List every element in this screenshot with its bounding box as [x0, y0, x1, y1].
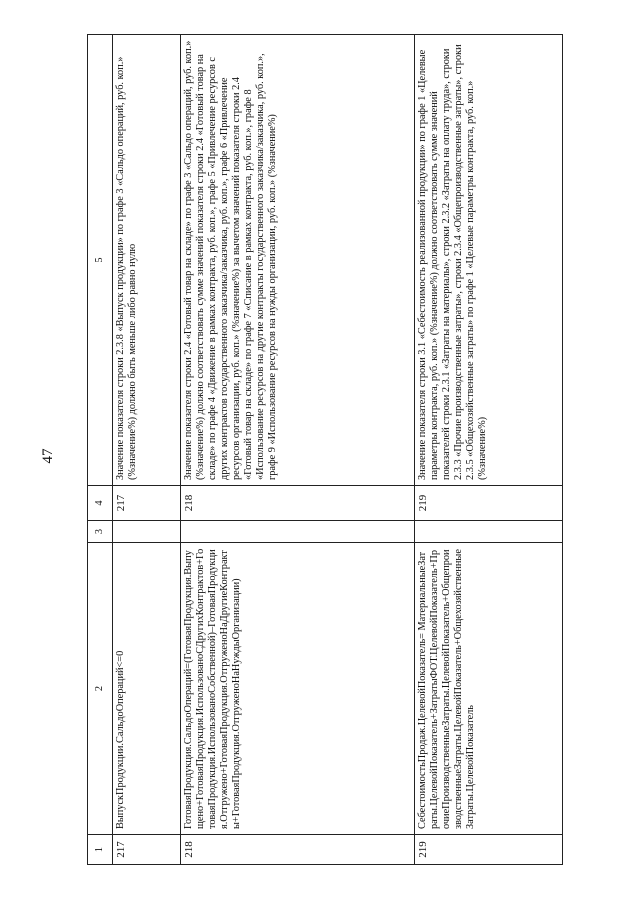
- code-cell: 217: [113, 486, 181, 521]
- description-cell: Значение показателя строки 3.1 «Себестоимость реализованной продукции» по графе 1 «Целевые параметры контракта, руб. коп.» (%значение%) должно соответствовать сумме значений показателей строки 2.3.1 «Затраты на материалы», строки 2.3.2 «Затраты на оплату труда», строки 2.3.3 «Прочие производственные затраты», строки 2.3.4 «Общепроизводственные затраты», строки 2.3.5 «Общехозяйственные затраты» по графе 1 «Целевые параметры контракта, руб. коп.» (%значение%): [415, 35, 563, 486]
- code-cell: 219: [415, 486, 563, 521]
- column-header: 3: [88, 521, 113, 543]
- column-header: 1: [88, 835, 113, 865]
- page-number: 47: [40, 448, 56, 464]
- empty-cell: [113, 521, 181, 543]
- validation-rules-table: [87, 34, 563, 865]
- description-cell: Значение показателя строки 2.3.8 «Выпуск продукции» по графе 3 «Сальдо операций, руб. коп.» (%значение%) должно быть меньше либо равно нулю: [113, 35, 181, 486]
- row-number-cell: 218: [181, 835, 415, 865]
- rotated-page-content: [87, 35, 616, 865]
- table-row: [113, 35, 181, 865]
- empty-cell: [181, 521, 415, 543]
- column-header: 5: [88, 35, 113, 486]
- formula-cell: СебестоимостьПродаж.ЦелевойПоказатель= МатериальныеЗатраты.ЦелевойПоказатель+ЗатратыФОТ.ЦелевойПоказатель+ПрочиеПроизводственныеЗатраты.ЦелевойПоказатель+ОбщепроизводственныеЗатраты.ЦелевойПоказатель+ОбщехозяйственныеЗатраты.ЦелевойПоказатель: [415, 543, 563, 835]
- code-cell: 218: [181, 486, 415, 521]
- column-header: 2: [88, 543, 113, 835]
- description-cell: Значение показателя строки 2.4 «Готовый товар на складе» по графе 3 «Сальдо операций, руб. коп.» (%значение%) должно соответствовать сумме значений показателя строки 2.4 «Готовый товар на складе» по графе 4 «Движение в рамках контракта, руб. коп.», графе 5 «Привлечение ресурсов с других контрактов государственного заказчика/заказчика, руб. коп.», графе 6 «Привлечение ресурсов организации, руб. коп.» (%значение%) за вычетом значений показателя строки 2.4 «Готовый товар на складе» по графе 7 «Списание в рамках контракта, руб. коп.», графе 8 «Использование ресурсов на другие контракты государственного заказчика/заказчика, руб. коп.», графе 9 «Использование ресурсов на нужды организации, руб. коп.» (%значение%): [181, 35, 415, 486]
- row-number-cell: 217: [113, 835, 181, 865]
- table-row: [181, 35, 415, 865]
- column-header: 4: [88, 486, 113, 521]
- table-row: [415, 35, 563, 865]
- empty-cell: [415, 521, 563, 543]
- row-number-cell: 219: [415, 835, 563, 865]
- table-header-row: [88, 35, 113, 865]
- formula-cell: ГотоваяПродукция.СальдоОпераций=(ГотоваяПродукция.Выпущено+ГотоваяПродукция.ИспользованоСДругихКонтрактов+ГотоваяПродукция.ИспользованоСобственной)–ГотоваяПродукция.Отгружено+ГотоваяПродукция.ОтгруженоНаДругиеКонтракты+ГотоваяПродукция.ОтгруженоНаНуждыОрганизации): [181, 543, 415, 835]
- formula-cell: ВыпускПродукции.СальдоОпераций<=0: [113, 543, 181, 835]
